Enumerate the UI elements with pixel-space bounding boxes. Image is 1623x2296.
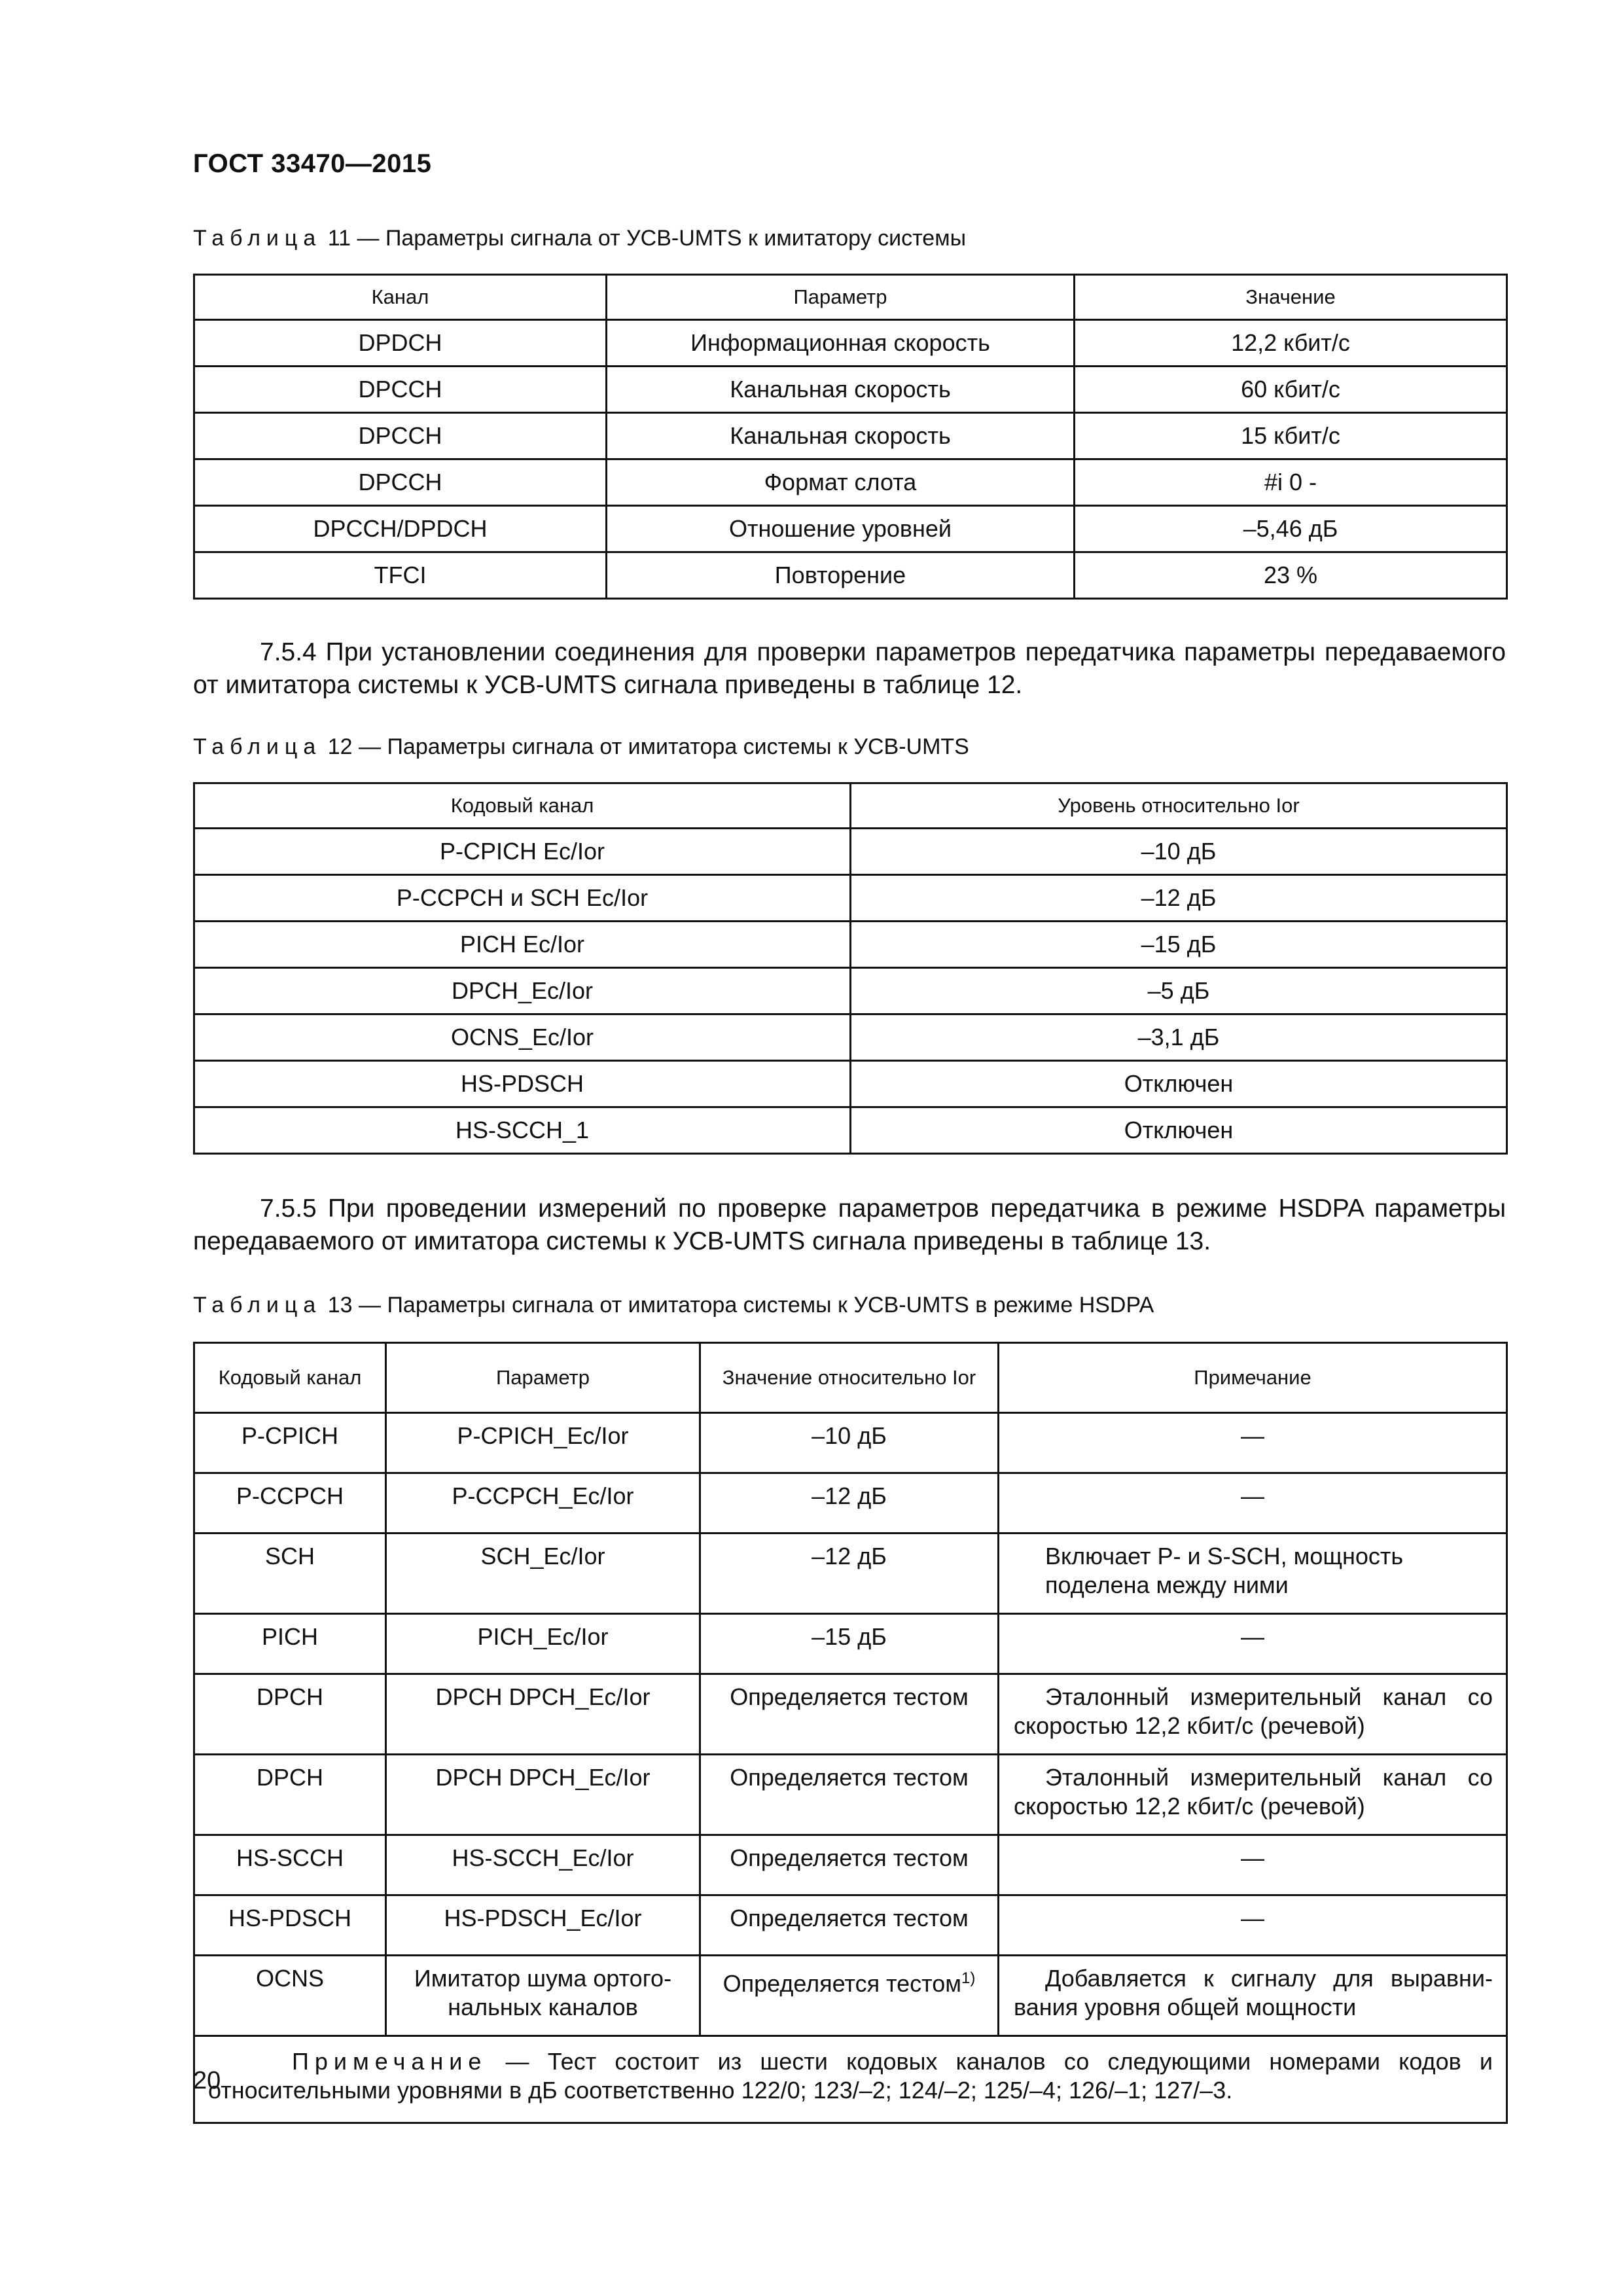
- table-cell: 15 кбит/с: [1075, 413, 1507, 459]
- table-cell: Канальная скорость: [607, 413, 1075, 459]
- table-cell: SCH: [194, 1534, 386, 1614]
- table-header-row: [194, 1343, 1507, 1413]
- table-13-caption-prefix: Таблица: [193, 1293, 322, 1318]
- table-cell: P-CCPCH_Ec/Ior: [386, 1473, 700, 1534]
- table-cell: PICH_Ec/Ior: [386, 1614, 700, 1674]
- paragraph-7-5-4: 7.5.4 При установлении соединения для проверки параметров передатчика параметры передаваемого от имитатора системы к УСВ-UMTS сигнала приведены в таблице 12.: [193, 638, 1506, 699]
- table-cell: OCNS_Ec/Ior: [194, 1014, 851, 1061]
- table-13-caption-text: 13 — Параметры сигнала от имитатора системы к УСВ-UMTS в режиме HSDPA: [321, 1293, 1154, 1318]
- table-13-caption: [193, 1293, 1154, 1318]
- table-11-caption: [193, 226, 966, 251]
- note-prefix: Примечание: [292, 2048, 488, 2075]
- column-header: Значение: [1075, 275, 1507, 320]
- table-header-row: [194, 783, 1507, 829]
- table-cell: [700, 1956, 999, 2036]
- table-cell: DPCH: [194, 1755, 386, 1835]
- column-header: Параметр: [386, 1343, 700, 1413]
- table-row: [194, 459, 1507, 506]
- table-cell: P-CPICH Ec/Ior: [194, 829, 851, 875]
- table-cell: Имитатор шума ортого-нальных каналов: [386, 1956, 700, 2036]
- table-cell: DPCH DPCH_Ec/Ior: [386, 1755, 700, 1835]
- table-cell: HS-PDSCH_Ec/Ior: [386, 1895, 700, 1956]
- table-row: [194, 1473, 1507, 1534]
- table-cell: Эталонный измерительный канал со скоростью 12,2 кбит/с (речевой): [999, 1755, 1507, 1835]
- column-header: Кодовый канал: [194, 783, 851, 829]
- footnote-mark: 1): [961, 1969, 976, 1987]
- table-cell: #i 0 -: [1075, 459, 1507, 506]
- table-cell: –15 дБ: [700, 1614, 999, 1674]
- table-cell: P-CCPCH и SCH Ec/Ior: [194, 875, 851, 922]
- page-number: 20: [193, 2067, 221, 2094]
- table-row: [194, 1014, 1507, 1061]
- cell-text: Определяется тестом: [722, 1970, 962, 1997]
- table-cell: Повторение: [607, 552, 1075, 599]
- table-cell: –12 дБ: [851, 875, 1507, 922]
- table-cell: P-CCPCH: [194, 1473, 386, 1534]
- table-row: [194, 1895, 1507, 1956]
- table-row: [194, 1835, 1507, 1895]
- table-cell: HS-PDSCH: [194, 1061, 851, 1107]
- note-text: — Тест состоит из шести кодовых каналов со следующими номерами кодов и относительными уровнями в дБ соответственно 122/0; 123/–2; 124/–2; 125/–4; 126/–1; 127/–3.: [208, 2048, 1493, 2104]
- table-cell: Добавляется к сигналу для выравни-вания уровня общей мощности: [999, 1956, 1507, 2036]
- table-cell: Отключен: [851, 1107, 1507, 1154]
- table-cell: DPCH_Ec/Ior: [194, 968, 851, 1014]
- table-11-caption-text: 11 — Параметры сигнала от УСВ-UMTS к имитатору системы: [321, 226, 967, 251]
- table-cell: —: [999, 1614, 1507, 1674]
- table-cell: –15 дБ: [851, 922, 1507, 968]
- table-cell: –10 дБ: [700, 1413, 999, 1473]
- table-cell: Отключен: [851, 1061, 1507, 1107]
- table-cell: DPCCH: [194, 367, 607, 413]
- table-row: [194, 875, 1507, 922]
- table-row: [194, 320, 1507, 367]
- table-cell: P-CPICH: [194, 1413, 386, 1473]
- table-cell: Включает P- и S-SCH, мощность поделена между ними: [999, 1534, 1507, 1614]
- table-cell: DPCCH/DPDCH: [194, 506, 607, 552]
- table-row: [194, 413, 1507, 459]
- table-row: [194, 1956, 1507, 2036]
- table-12-caption-text: 12 — Параметры сигнала от имитатора системы к УСВ-UMTS: [321, 734, 969, 759]
- table-cell: —: [999, 1895, 1507, 1956]
- table-cell: –12 дБ: [700, 1473, 999, 1534]
- table-row: [194, 1107, 1507, 1154]
- column-header: Канал: [194, 275, 607, 320]
- table-cell: DPCCH: [194, 413, 607, 459]
- table-cell: Определяется тестом: [700, 1755, 999, 1835]
- table-cell: SCH_Ec/Ior: [386, 1534, 700, 1614]
- table-cell: —: [999, 1473, 1507, 1534]
- table-cell: 60 кбит/с: [1075, 367, 1507, 413]
- table-cell: Канальная скорость: [607, 367, 1075, 413]
- table-12: [193, 782, 1508, 1155]
- column-header: Параметр: [607, 275, 1075, 320]
- column-header: Кодовый канал: [194, 1343, 386, 1413]
- column-header: Примечание: [999, 1343, 1507, 1413]
- table-row: [194, 1674, 1507, 1755]
- table-row: [194, 922, 1507, 968]
- table-cell: Определяется тестом: [700, 1835, 999, 1895]
- table-11-caption-prefix: Таблица: [193, 226, 322, 251]
- table-row: [194, 1755, 1507, 1835]
- table-cell: PICH: [194, 1614, 386, 1674]
- table-note: [194, 2036, 1507, 2123]
- table-row: [194, 506, 1507, 552]
- table-note-row: [194, 2036, 1507, 2123]
- table-cell: 23 %: [1075, 552, 1507, 599]
- table-row: [194, 829, 1507, 875]
- table-row: [194, 1061, 1507, 1107]
- table-cell: DPCH DPCH_Ec/Ior: [386, 1674, 700, 1755]
- paragraph-7-5-5: 7.5.5 При проведении измерений по проверке параметров передатчика в режиме HSDPA параметры передаваемого от имитатора системы к УСВ-UMTS сигнала приведены в таблице 13.: [193, 1194, 1506, 1255]
- table-11: [193, 274, 1508, 600]
- table-12-caption: [193, 734, 969, 760]
- table-cell: Определяется тестом: [700, 1895, 999, 1956]
- table-cell: HS-SCCH_1: [194, 1107, 851, 1154]
- table-cell: DPCCH: [194, 459, 607, 506]
- table-row: [194, 1413, 1507, 1473]
- table-row: [194, 1614, 1507, 1674]
- table-cell: —: [999, 1413, 1507, 1473]
- table-cell: Определяется тестом: [700, 1674, 999, 1755]
- table-cell: HS-SCCH_Ec/Ior: [386, 1835, 700, 1895]
- table-cell: OCNS: [194, 1956, 386, 2036]
- table-row: [194, 968, 1507, 1014]
- table-cell: Формат слота: [607, 459, 1075, 506]
- table-cell: P-CPICH_Ec/Ior: [386, 1413, 700, 1473]
- table-cell: HS-SCCH: [194, 1835, 386, 1895]
- table-header-row: [194, 275, 1507, 320]
- table-cell: DPDCH: [194, 320, 607, 367]
- table-cell: –12 дБ: [700, 1534, 999, 1614]
- table-row: [194, 367, 1507, 413]
- document-header: ГОСТ 33470—2015: [193, 149, 432, 178]
- table-row: [194, 552, 1507, 599]
- table-cell: –3,1 дБ: [851, 1014, 1507, 1061]
- table-cell: TFCI: [194, 552, 607, 599]
- table-cell: PICH Ec/Ior: [194, 922, 851, 968]
- table-row: [194, 1534, 1507, 1614]
- table-cell: –10 дБ: [851, 829, 1507, 875]
- table-cell: —: [999, 1835, 1507, 1895]
- table-cell: –5 дБ: [851, 968, 1507, 1014]
- column-header: Значение относительно Ior: [700, 1343, 999, 1413]
- table-cell: 12,2 кбит/с: [1075, 320, 1507, 367]
- table-cell: DPCH: [194, 1674, 386, 1755]
- table-cell: Эталонный измерительный канал со скоростью 12,2 кбит/с (речевой): [999, 1674, 1507, 1755]
- table-cell: Отношение уровней: [607, 506, 1075, 552]
- table-cell: Информационная скорость: [607, 320, 1075, 367]
- column-header: Уровень относительно Ior: [851, 783, 1507, 829]
- table-13: [193, 1342, 1508, 2124]
- table-12-caption-prefix: Таблица: [193, 734, 322, 759]
- table-cell: –5,46 дБ: [1075, 506, 1507, 552]
- table-cell: HS-PDSCH: [194, 1895, 386, 1956]
